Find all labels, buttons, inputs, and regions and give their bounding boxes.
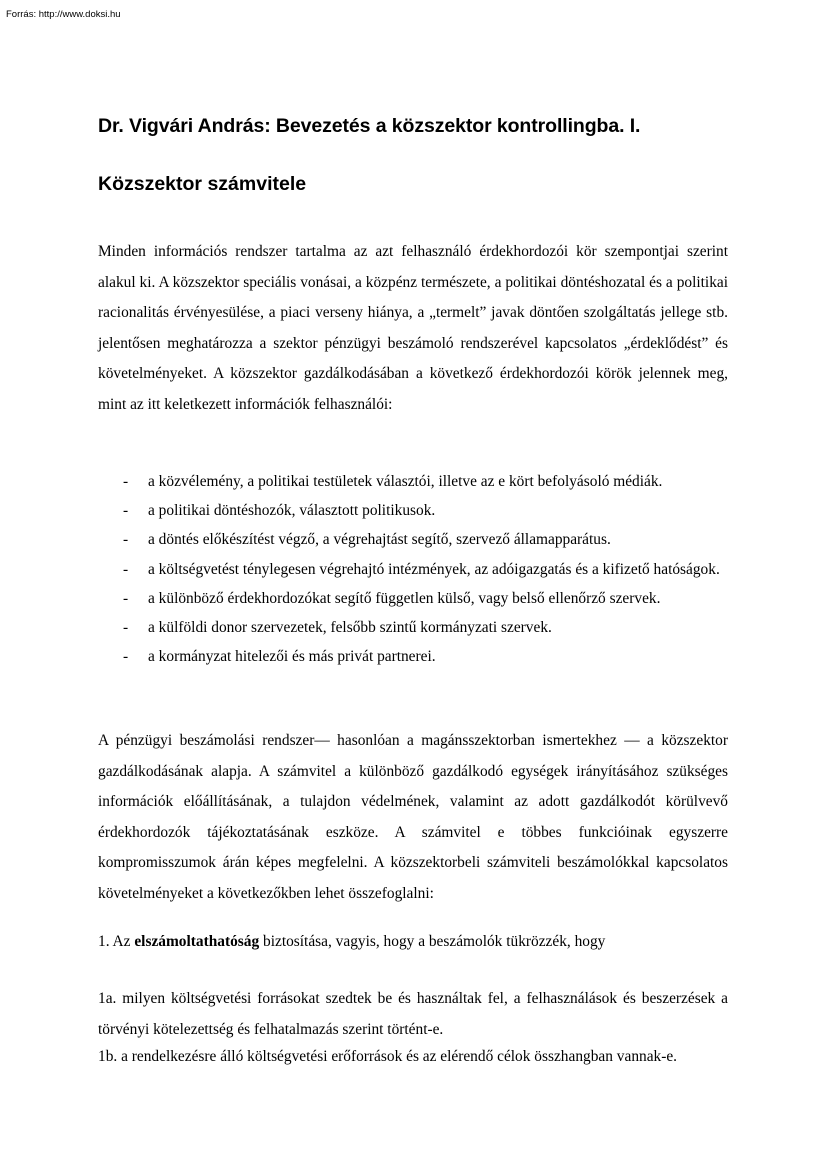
- requirement-1-prefix: 1. Az: [98, 933, 135, 950]
- section-title: Közszektor számvitele: [98, 173, 307, 195]
- list-item-text: a politikai döntéshozók, választott politikusok.: [148, 502, 436, 520]
- stakeholder-list: [98, 467, 728, 671]
- bullet-dash: -: [123, 648, 129, 666]
- list-item-text: a különböző érdekhordozókat segítő független külső, vagy belső ellenőrző szervek.: [148, 589, 661, 607]
- requirement-1a: 1a. milyen költségvetési forrásokat szedtek be és használtak fel, a felhasználások és beszerzések a törvényi kötelezettség és felhatalmazás szerint történt-e.: [98, 990, 728, 1038]
- bullet-dash: -: [123, 560, 129, 578]
- requirement-1b: 1b. a rendelkezésre álló költségvetési erőforrások és az elérendő célok összhangban vannak-e.: [98, 1048, 678, 1065]
- list-item: [98, 467, 728, 496]
- list-item-text: a külföldi donor szervezetek, felsőbb szintű kormányzati szervek.: [148, 619, 552, 637]
- bullet-dash: -: [123, 589, 129, 607]
- requirement-1-suffix: biztosítása, vagyis, hogy a beszámolók tükrözzék, hogy: [259, 933, 606, 950]
- accounting-paragraph: A pénzügyi beszámolási rendszer— hasonlóan a magánsszektorban ismertekhez — a közszektor gazdálkodásának alapja. A számvitel a különböző gazdálkodó egységek irányításához szükséges információk előállításának, a tulajdon védelmének, valamint az adott gazdálkodót körülvevő érdekhordozók tájékoztatásának eszköze. A számvitel e többes funkcióinak egyszerre kompromisszumok árán képes megfelelni. A közszektorbeli számviteli beszámolókkal kapcsolatos követelményeket a következőkben lehet összefoglalni:: [98, 732, 728, 902]
- document-title: Dr. Vigvári András: Bevezetés a közszektor kontrollingba. I.: [98, 115, 641, 137]
- bullet-dash: -: [123, 473, 129, 490]
- list-item: [98, 496, 728, 525]
- list-item-text: a döntés előkészítést végző, a végrehajtást segítő, szervező államapparátus.: [148, 531, 611, 549]
- bullet-dash: -: [123, 531, 129, 549]
- requirement-1: [98, 927, 728, 958]
- bullet-dash: -: [123, 619, 129, 637]
- requirement-1-keyword: elszámoltathatóság: [134, 933, 260, 950]
- list-item-text: a kormányzat hitelezői és más privát partnerei.: [148, 648, 436, 666]
- bullet-dash: -: [123, 502, 129, 520]
- list-item: [98, 525, 728, 554]
- list-item-text: a költségvetést ténylegesen végrehajtó intézmények, az adóigazgatás és a kifizető hatóságok.: [148, 560, 720, 578]
- list-item: [98, 555, 728, 584]
- intro-paragraph: Minden információs rendszer tartalma az azt felhasználó érdekhordozói kör szempontjai szerint alakul ki. A közszektor speciális vonásai, a közpénz természete, a politikai döntéshozatal és a politikai racionalitás érvényesülése, a piaci verseny hiánya, a „termelt” javak döntően szolgáltatás jellege stb. jelentősen meghatározza a szektor pénzügyi beszámoló rendszerével kapcsolatos „érdeklődést” és követelményeket. A közszektor gazdálkodásában a következő érdekhordozói körök jelennek meg, mint az itt keletkezett információk felhasználói:: [98, 243, 728, 413]
- list-item: [98, 613, 728, 642]
- list-item: [98, 642, 728, 671]
- list-item-text: a közvélemény, a politikai testületek választói, illetve az e kört befolyásoló médiák.: [148, 473, 663, 490]
- list-item: [98, 584, 728, 613]
- source-url: Forrás: http://www.doksi.hu: [6, 9, 121, 20]
